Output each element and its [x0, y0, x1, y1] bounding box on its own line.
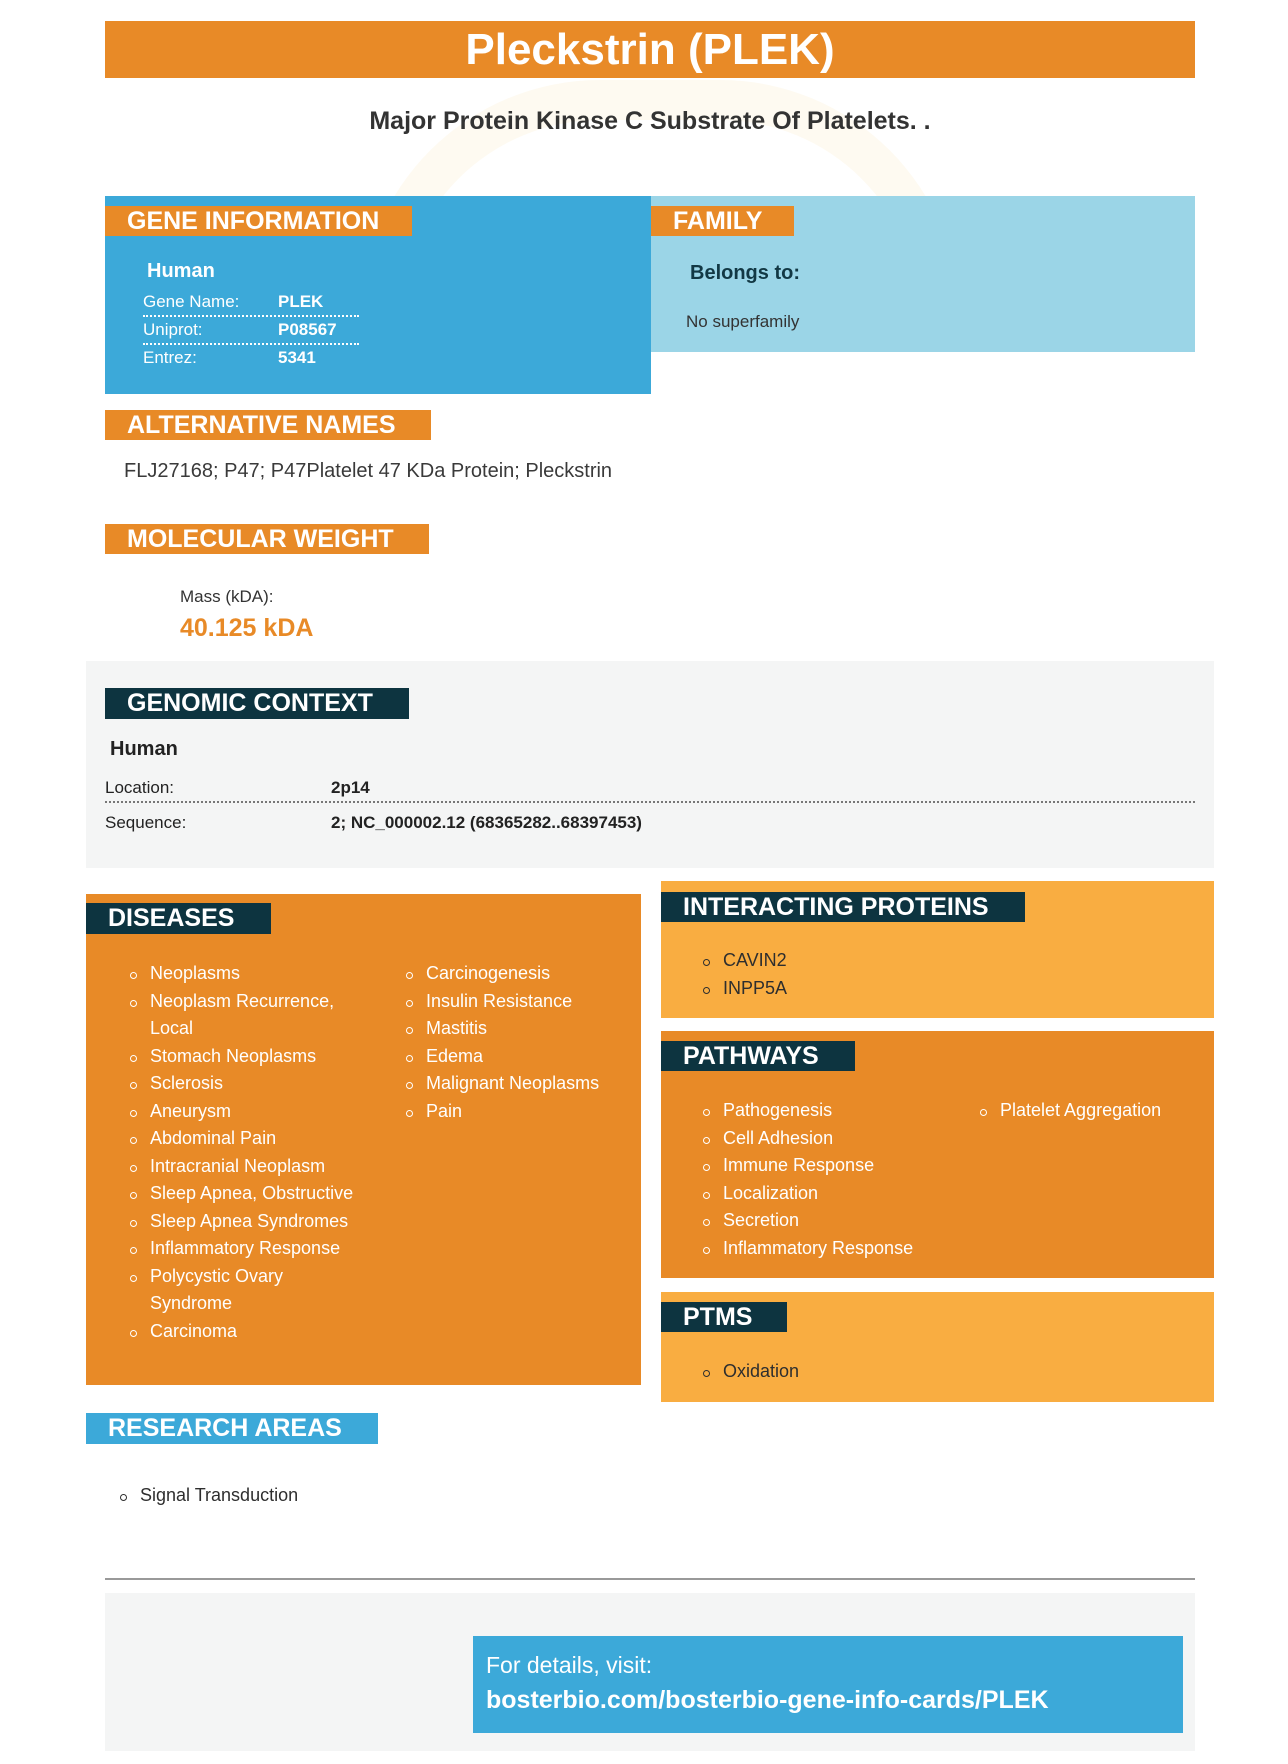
- genomic-species: Human: [110, 738, 178, 760]
- mass-value: 40.125 kDA: [180, 614, 314, 642]
- disease-item: Carcinogenesis: [405, 960, 635, 988]
- entrez-row: [143, 348, 359, 368]
- disease-item: Inflammatory Response: [129, 1235, 359, 1263]
- alternative-names-text: FLJ27168; P47; P47Platelet 47 KDa Protein; Pleckstrin: [124, 460, 613, 482]
- diseases-list-col2: [405, 960, 635, 1125]
- uniprot-row: [143, 320, 359, 345]
- disease-item: Carcinoma: [129, 1318, 359, 1346]
- interacting-proteins-list: [702, 947, 1002, 1002]
- uniprot-value: P08567: [278, 320, 337, 339]
- diseases-list-col1: [129, 960, 359, 1345]
- disease-item: Polycystic Ovary Syndrome: [129, 1263, 359, 1318]
- footer-divider: [105, 1578, 1195, 1580]
- ptms-heading: PTMS: [661, 1302, 787, 1332]
- alternative-names-heading: ALTERNATIVE NAMES: [105, 410, 431, 440]
- molecular-weight-heading: MOLECULAR WEIGHT: [105, 524, 429, 554]
- disease-item: Intracranial Neoplasm: [129, 1153, 359, 1181]
- family-heading: FAMILY: [651, 206, 794, 236]
- footer-details-link[interactable]: [473, 1636, 1183, 1733]
- disease-item: Neoplasm Recurrence, Local: [129, 988, 359, 1043]
- family-value: No superfamily: [686, 312, 800, 331]
- entrez-label: Entrez:: [143, 348, 197, 367]
- pathway-item: Platelet Aggregation: [979, 1097, 1209, 1125]
- gene-name-value: PLEK: [278, 292, 324, 311]
- location-label: Location:: [105, 778, 174, 797]
- belongs-to-label: Belongs to:: [690, 262, 800, 284]
- page-subtitle: Major Protein Kinase C Substrate Of Platelets. .: [369, 107, 931, 135]
- ptm-item: Oxidation: [702, 1358, 1002, 1386]
- pathway-item: Localization: [702, 1180, 962, 1208]
- interacting-proteins-heading: INTERACTING PROTEINS: [661, 892, 1025, 922]
- research-areas-heading: RESEARCH AREAS: [86, 1413, 378, 1444]
- interacting-protein-item: CAVIN2: [702, 947, 1002, 975]
- pathway-item: Immune Response: [702, 1152, 962, 1180]
- gene-name-label: Gene Name:: [143, 292, 240, 311]
- sequence-value: 2; NC_000002.12 (68365282..68397453): [331, 813, 642, 832]
- mass-label: Mass (kDA):: [180, 587, 274, 606]
- research-area-item: Signal Transduction: [119, 1482, 519, 1510]
- location-row: [105, 773, 1195, 803]
- pathways-list-col2: [979, 1097, 1209, 1125]
- disease-item: Sclerosis: [129, 1070, 359, 1098]
- disease-item: Mastitis: [405, 1015, 635, 1043]
- sequence-row: [105, 808, 1195, 838]
- gene-information-heading: GENE INFORMATION: [105, 206, 412, 236]
- footer-details-url[interactable]: bosterbio.com/bosterbio-gene-info-cards/PLEK: [486, 1686, 1049, 1714]
- diseases-heading: DISEASES: [86, 903, 271, 934]
- page-title: Pleckstrin (PLEK): [105, 21, 1195, 78]
- pathway-item: Secretion: [702, 1207, 962, 1235]
- disease-item: Insulin Resistance: [405, 988, 635, 1016]
- research-areas-list: [119, 1482, 519, 1510]
- gene-name-row: [143, 292, 359, 317]
- location-value: 2p14: [331, 778, 370, 797]
- disease-item: Sleep Apnea, Obstructive: [129, 1180, 359, 1208]
- sequence-label: Sequence:: [105, 813, 187, 832]
- disease-item: Aneurysm: [129, 1098, 359, 1126]
- pathways-heading: PATHWAYS: [661, 1041, 855, 1071]
- pathway-item: Pathogenesis: [702, 1097, 962, 1125]
- gene-species: Human: [147, 260, 215, 282]
- disease-item: Malignant Neoplasms: [405, 1070, 635, 1098]
- genomic-context-heading: GENOMIC CONTEXT: [105, 688, 409, 719]
- pathway-item: Cell Adhesion: [702, 1125, 962, 1153]
- interacting-protein-item: INPP5A: [702, 975, 1002, 1003]
- entrez-value: 5341: [278, 348, 316, 367]
- disease-item: Neoplasms: [129, 960, 359, 988]
- disease-item: Edema: [405, 1043, 635, 1071]
- disease-item: Sleep Apnea Syndromes: [129, 1208, 359, 1236]
- disease-item: Pain: [405, 1098, 635, 1126]
- footer-details-label: For details, visit:: [486, 1652, 653, 1678]
- uniprot-label: Uniprot:: [143, 320, 203, 339]
- disease-item: Abdominal Pain: [129, 1125, 359, 1153]
- ptms-list: [702, 1358, 1002, 1386]
- disease-item: Stomach Neoplasms: [129, 1043, 359, 1071]
- pathway-item: Inflammatory Response: [702, 1235, 962, 1263]
- pathways-list-col1: [702, 1097, 962, 1262]
